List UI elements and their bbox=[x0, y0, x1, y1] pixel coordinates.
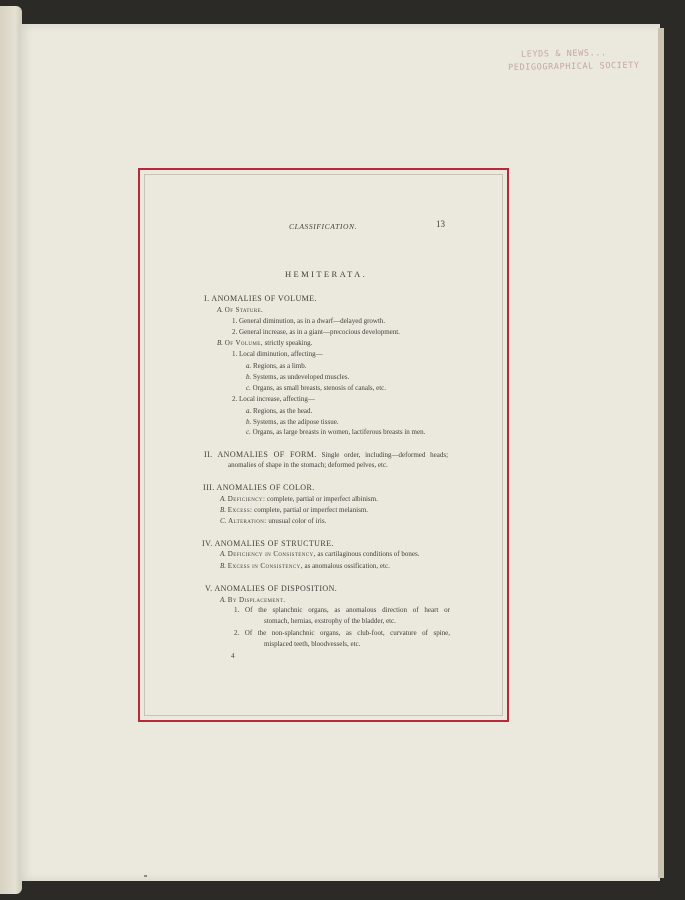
section-form-line-2: anomalies of shape in the stomach; deformed pelves, etc. bbox=[228, 461, 388, 469]
subsection-excess bbox=[220, 506, 368, 515]
item-text: Organs, as large breasts in women, lactiferous breasts in men. bbox=[252, 428, 426, 436]
list-item: 1. General diminution, as in a dwarf—delayed growth. bbox=[232, 317, 386, 325]
subsection-letter: A. bbox=[217, 306, 224, 314]
subsection-head: Deficiency: bbox=[227, 495, 266, 503]
list-subitem bbox=[246, 384, 386, 393]
subsection-stature bbox=[217, 306, 263, 315]
subsection-head: Excess in Consistency, bbox=[227, 562, 303, 570]
subsection-letter: A. bbox=[220, 596, 227, 604]
subsection-text: as cartilaginous conditions of bones. bbox=[317, 550, 420, 558]
item-text: Regions, as a limb. bbox=[253, 362, 307, 370]
list-item: 2. General increase, as in a giant—precocious development. bbox=[232, 328, 400, 336]
subsection-head: Alteration: bbox=[228, 517, 267, 525]
item-text: Regions, as the head. bbox=[253, 407, 313, 415]
list-item: 1. Of the splanchnic organs, as anomalous direction of heart or bbox=[234, 606, 450, 614]
subsection-alteration bbox=[220, 517, 326, 526]
list-subitem bbox=[246, 373, 349, 382]
section-heading-form: II. ANOMALIES OF FORM. bbox=[204, 450, 317, 459]
item-text: Systems, as undeveloped muscles. bbox=[253, 373, 350, 381]
subsection-text: strictly speaking. bbox=[264, 339, 313, 347]
signature-mark: 4 bbox=[231, 652, 235, 660]
list-item-continuation: misplaced teeth, bloodvessels, etc. bbox=[264, 640, 361, 648]
subsection-displacement bbox=[220, 596, 285, 605]
list-subitem bbox=[246, 362, 306, 371]
subsection-letter: A. bbox=[220, 550, 227, 558]
subsection-text: complete, partial or imperfect melanism. bbox=[254, 506, 369, 514]
list-subitem bbox=[246, 428, 425, 437]
subsection-text: as anomalous ossification, etc. bbox=[304, 562, 390, 570]
item-letter: b. bbox=[246, 373, 252, 381]
section-heading-color: III. ANOMALIES OF COLOR. bbox=[203, 483, 315, 492]
list-subitem bbox=[246, 407, 312, 416]
item-letter: b. bbox=[246, 418, 252, 426]
subsection-head: Of Stature. bbox=[224, 306, 264, 314]
section-text: Single order, including—deformed heads; bbox=[321, 451, 449, 459]
subsection-deficiency bbox=[220, 495, 378, 504]
stamp-line-2: PEDIGOGRAPHICAL SOCIETY bbox=[508, 60, 640, 73]
library-stamp bbox=[508, 47, 640, 75]
subsection-head: By Displacement. bbox=[227, 596, 286, 604]
subsection-head: Deficiency in Consistency, bbox=[227, 550, 316, 558]
item-text: Systems, as the adipose tissue. bbox=[253, 418, 339, 426]
list-subitem bbox=[246, 418, 339, 427]
item-text: Organs, as small breasts, stenosis of canals, etc. bbox=[252, 384, 387, 392]
item-letter: a. bbox=[246, 407, 252, 415]
item-letter: a. bbox=[246, 362, 252, 370]
item-letter: c. bbox=[246, 384, 251, 392]
subsection-deficiency-consistency bbox=[220, 550, 419, 559]
subsection-text: complete, partial or imperfect albinism. bbox=[267, 495, 378, 503]
paper-speck bbox=[144, 875, 147, 877]
item-letter: c. bbox=[246, 428, 251, 436]
subsection-excess-consistency bbox=[220, 562, 390, 571]
list-item: 2. Local increase, affecting— bbox=[232, 395, 315, 403]
subsection-letter: C. bbox=[220, 517, 227, 525]
subsection-letter: A. bbox=[220, 495, 227, 503]
section-heading-volume: I. ANOMALIES OF VOLUME. bbox=[204, 294, 317, 303]
subsection-head: Excess: bbox=[227, 506, 253, 514]
list-item-continuation: stomach, hernias, exstrophy of the bladder, etc. bbox=[264, 617, 396, 625]
page-title: HEMITERATA. bbox=[285, 269, 368, 279]
list-item: 2. Of the non-splanchnic organs, as club-foot, curvature of spine, bbox=[234, 629, 450, 637]
running-head: CLASSIFICATION. bbox=[289, 222, 358, 231]
subsection-text: unusual color of iris. bbox=[268, 517, 327, 525]
subsection-head: Of Volume, bbox=[224, 339, 263, 347]
page-fore-edge bbox=[658, 28, 664, 878]
subsection-letter: B. bbox=[220, 562, 227, 570]
page-number: 13 bbox=[436, 219, 445, 229]
subsection-volume bbox=[217, 339, 312, 348]
section-heading-disposition: V. ANOMALIES OF DISPOSITION. bbox=[205, 584, 338, 593]
red-frame bbox=[138, 168, 509, 722]
list-item: 1. Local diminution, affecting— bbox=[232, 350, 323, 358]
subsection-letter: B. bbox=[217, 339, 224, 347]
stamp-line-1: LEYDS & NEWS... bbox=[520, 48, 607, 60]
section-form-line-1 bbox=[204, 450, 448, 460]
section-heading-structure: IV. ANOMALIES OF STRUCTURE. bbox=[202, 539, 334, 548]
subsection-letter: B. bbox=[220, 506, 227, 514]
